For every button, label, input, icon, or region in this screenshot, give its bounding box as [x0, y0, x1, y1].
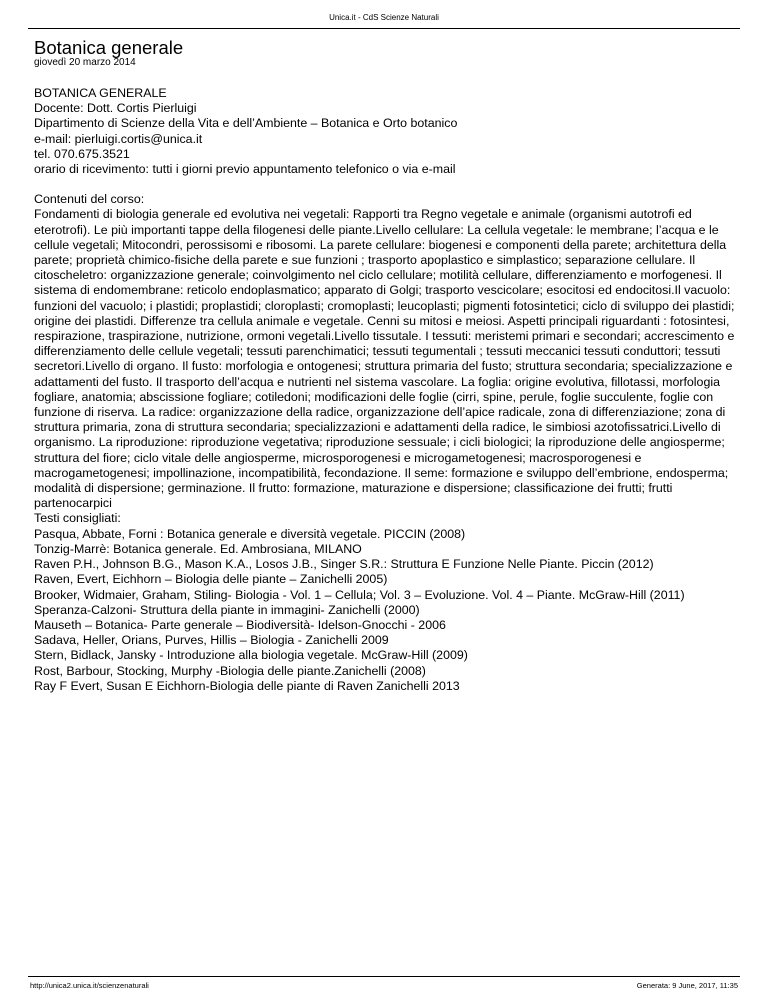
office-hours: orario di ricevimento: tutti i giorni previo appuntamento telefonico o via e-mail — [34, 162, 456, 177]
department: Dipartimento di Scienze della Vita e dell’Ambiente – Botanica e Orto botanico — [34, 116, 458, 131]
phone: tel. 070.675.3521 — [34, 146, 130, 161]
title-block — [34, 37, 734, 68]
text-item: Tonzig-Marrè: Botanica generale. Ed. Ambrosiana, MILANO — [34, 541, 362, 556]
page-title: Botanica generale — [34, 37, 184, 58]
footer-generated: Generata: 9 June, 2017, 11:35 — [636, 981, 738, 990]
texts-heading: Testi consigliati: — [34, 511, 121, 526]
site-name: Unica.it - CdS Scienze Naturali — [329, 13, 439, 22]
page-header — [28, 0, 740, 29]
text-item: Pasqua, Abbate, Forni : Botanica generale e diversità vegetale. PICCIN (2008) — [34, 526, 466, 541]
texts-list — [34, 527, 740, 694]
footer-url: http://unica2.unica.it/scienzenaturali — [30, 981, 149, 990]
text-item: Ray F Evert, Susan E Eichhorn-Biologia delle piante di Raven Zanichelli 2013 — [34, 678, 460, 693]
contents-heading: Contenuti del corso: — [34, 192, 145, 207]
text-item: Speranza-Calzoni- Struttura della piante in immagini- Zanichelli (2000) — [34, 602, 420, 617]
text-item: Mauseth – Botanica- Parte generale – Biodiversità- Idelson-Gnocchi - 2006 — [34, 617, 446, 632]
text-item: Brooker, Widmaier, Graham, Stiling- Biologia - Vol. 1 – Cellula; Vol. 3 – Evoluzione. Vol. 4 – Piante. McGraw-Hill (2011) — [34, 587, 685, 602]
page-footer — [28, 976, 740, 995]
article-body — [34, 86, 740, 694]
text-item: Rost, Barbour, Stocking, Murphy -Biologia delle piante.Zanichelli (2008) — [34, 663, 426, 678]
course-name: BOTANICA GENERALE — [34, 86, 167, 100]
email: e-mail: pierluigi.cortis@unica.it — [34, 131, 203, 146]
publication-date: giovedì 20 marzo 2014 — [34, 57, 136, 68]
text-item: Stern, Bidlack, Jansky - Introduzione alla biologia vegetale. McGraw-Hill (2009) — [34, 648, 468, 663]
text-item: Raven P.H., Johnson B.G., Mason K.A., Losos J.B., Singer S.R.: Struttura E Funzione Nelle Piante. Piccin (2012) — [34, 557, 654, 572]
text-item: Sadava, Heller, Orians, Purves, Hillis – Biologia - Zanichelli 2009 — [34, 633, 389, 648]
teacher: Docente: Dott. Cortis Pierluigi — [34, 101, 197, 116]
text-item: Raven, Evert, Eichhorn – Biologia delle piante – Zanichelli 2005) — [34, 572, 388, 587]
contents-body: Fondamenti di biologia generale ed evolutiva nei vegetali: Rapporti tra Regno vegetale e animale (organismi autotrofi ed eterotrofi). Le più importanti tappe della filogenesi delle piante.Livello cellulare: La cellula vegetale: le membrane; l’acqua e le cellule vegetali; Mitocondri, perossisomi e ribosomi. La parete cellulare: biogenesi e componenti della parete; architettura della parete; proprietà chimico-fisiche della parete e sue funzioni ; trasporto apoplastico e simplastico; separazione cellulare. Il citoscheletro: organizzazione generale; coinvolgimento nel ciclo cellulare; motilità cellulare, differenziamento e morfogenesi. Il sistema di endomembrane: reticolo endoplasmatico; apparato di Golgi; trasporto vescicolare; esocitosi ed endocitosi.Il vacuolo: funzioni del vacuolo; i plastidi; proplastidi; cloroplasti; cromoplasti; leucoplasti; pigmenti fotosintetici; ciclo di sviluppo dei plastidi; origine dei plastidi. Differenze tra cellula animale e vegetale. Cenni su mitosi e meiosi. Aspetti principali riguardanti : fotosintesi, respirazione, traspirazione, nutrizione, ormoni vegetali.Livello tissutale. I tessuti: meristemi primari e secondari; accrescimento e differenziamento delle cellule vegetali; tessuti parenchimatici; tessuti tegumentali ; tessuti meccanici tessuti conduttori; tessuti secretori.Livello di organo. Il fusto: morfologia e ontogenesi; struttura primaria del fusto; struttura secondaria; specializzazione e adattamenti del fusto. Il trasporto dell’acqua e nutrienti nel sistema vascolare. La foglia: origine evolutiva, fillotassi, morfologia fogliare, anatomia; abscissione fogliare; cotiledoni; modificazioni delle foglie (cirri, spine, perule, foglie succulente, foglie con funzione di riserva. La radice: organizzazione della radice, organizzazione dell’apice radicale, zona di differenziazione; zona di struttura primaria, zona di struttura secondaria; specializzazioni e adattamenti della radice, le simbiosi azotofissatrici.Livello di organismo. La riproduzione: riproduzione vegetativa; riproduzione sessuale; i cicli biologici; la riproduzione delle angiosperme; struttura del fiore; ciclo vitale delle angiosperme, microsporogenesi e microgametogenesi; macrosporogenesi e macrogametogenesi; impollinazione, incompatibilità, fecondazione. Il seme: formazione e sviluppo dell’embrione, endosperma; modalità di dispersione; germinazione. Il frutto: formazione, maturazione e dispersione; classificazione dei frutti; frutti partenocarpici — [34, 207, 735, 511]
